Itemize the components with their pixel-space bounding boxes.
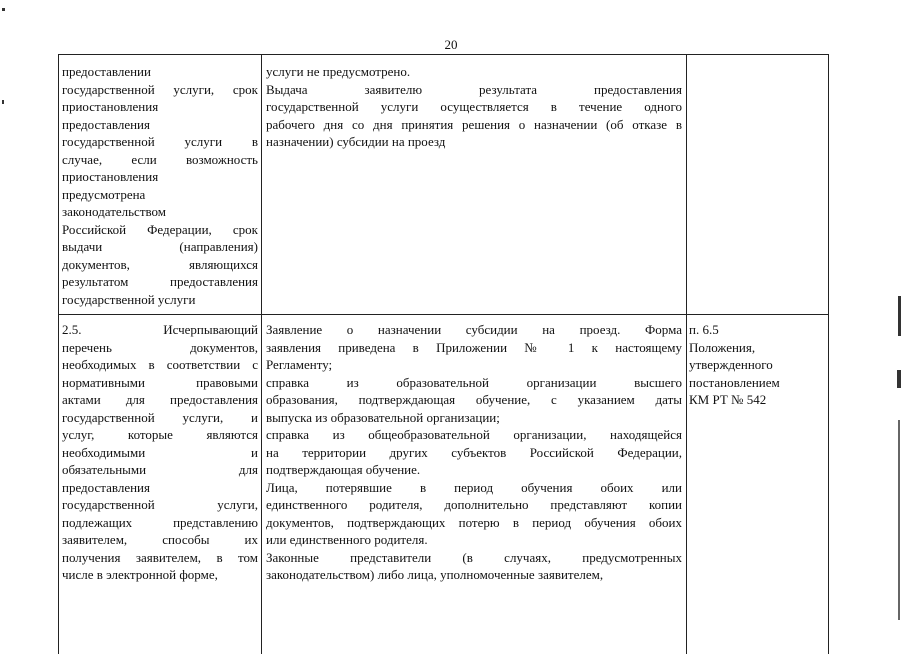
text-line: п. 6.5 <box>689 322 719 337</box>
text-line: образования, подтверждающая обучение, с указанием даты <box>266 392 682 407</box>
text-line: законодательством) либо лица, уполномоченные заявителем, <box>266 567 604 582</box>
text-line: подлежащих представлению <box>62 514 258 530</box>
row1-requirement-text <box>266 63 682 151</box>
text-line: единственного родителя, дополнительно представляют копии <box>266 497 682 512</box>
column-divider-1 <box>261 54 262 654</box>
text-line: КМ РТ № 542 <box>689 392 767 407</box>
text-line: услуги не предусмотрено. <box>266 64 411 79</box>
table-border-top <box>58 54 829 55</box>
text-line: приостановления <box>62 99 159 114</box>
text-line: на территории других субъектов Российской Федерации, <box>266 444 682 460</box>
row2-requirement-text <box>266 321 682 584</box>
text-line: заявителем, способы их <box>62 532 258 547</box>
text-line: назначении) субсидии на проезд <box>266 134 446 149</box>
scan-edge-mark <box>898 420 900 620</box>
text-line: числе в электронной форме, <box>62 567 218 582</box>
text-line: предоставления <box>62 116 150 132</box>
text-line: государственной услуги осуществляется в течение одного <box>266 99 682 114</box>
page-number: 20 <box>444 37 458 52</box>
text-line: государственной услуги в <box>62 134 258 149</box>
text-line: приостановления <box>62 169 159 184</box>
text-line: Регламенту; <box>266 357 333 372</box>
scan-speck <box>2 100 4 104</box>
text-line: результатом предоставления <box>62 274 258 289</box>
requirements-table <box>58 54 828 654</box>
text-line: услуг, которые являются <box>62 427 258 442</box>
row2-legal-basis <box>689 321 825 409</box>
text-line: актами для предоставления <box>62 392 258 407</box>
text-line: справка из образовательной организации высшего <box>266 374 682 390</box>
text-line: документов, являющихся <box>62 256 258 272</box>
text-line: получения заявителем, в том <box>62 549 258 565</box>
row1-requirement-name <box>62 63 258 308</box>
text-line: выпуска из образовательной организации; <box>266 409 500 425</box>
text-line: Российской Федерации, срок <box>62 221 258 237</box>
text-line: государственной услуги, <box>62 497 258 512</box>
text-line: предоставлении <box>62 64 151 79</box>
scan-edge-mark <box>898 296 901 336</box>
table-border-right <box>828 54 829 654</box>
text-line: рабочего дня со дня принятия решения о назначении (об отказе в <box>266 116 682 132</box>
text-line: случае, если возможность <box>62 151 258 167</box>
text-line: Заявление о назначении субсидии на проезд. Форма <box>266 322 682 337</box>
text-line: документов, подтверждающих потерю в период обучения обоих <box>266 514 682 530</box>
text-line: обязательными для <box>62 462 258 477</box>
text-line: Выдача заявителю результата предоставления <box>266 81 682 97</box>
text-line: государственной услуги <box>62 291 196 307</box>
row-divider <box>58 314 829 315</box>
text-line: Лица, потерявшие в период обучения обоих или <box>266 479 682 495</box>
text-line: подтверждающая обучение. <box>266 462 421 477</box>
text-line: постановлением <box>689 374 780 390</box>
text-line: государственной услуги, срок <box>62 81 258 97</box>
text-line: справка из общеобразовательной организации, находящейся <box>266 427 682 442</box>
text-line: нормативными правовыми <box>62 374 258 390</box>
text-line: 2.5. Исчерпывающий <box>62 322 258 337</box>
scan-edge-mark <box>897 370 901 388</box>
text-line: государственной услуги, и <box>62 409 258 425</box>
text-line: перечень документов, <box>62 339 258 355</box>
text-line: законодательством <box>62 204 167 219</box>
text-line: предоставления <box>62 479 150 495</box>
text-line: выдачи (направления) <box>62 239 258 254</box>
text-line: или единственного родителя. <box>266 532 428 547</box>
text-line: необходимыми и <box>62 444 258 460</box>
text-line: Положения, <box>689 339 756 355</box>
text-line: предусмотрена <box>62 186 146 202</box>
text-line: утвержденного <box>689 357 773 372</box>
scan-speck <box>2 8 5 11</box>
column-divider-2 <box>686 54 687 654</box>
text-line: необходимых в соответствии с <box>62 357 258 372</box>
text-line: Законные представители (в случаях, предусмотренных <box>266 549 682 565</box>
text-line: заявления приведена в Приложении № 1 к настоящему <box>266 339 682 355</box>
table-border-left <box>58 54 59 654</box>
row2-requirement-name <box>62 321 258 584</box>
